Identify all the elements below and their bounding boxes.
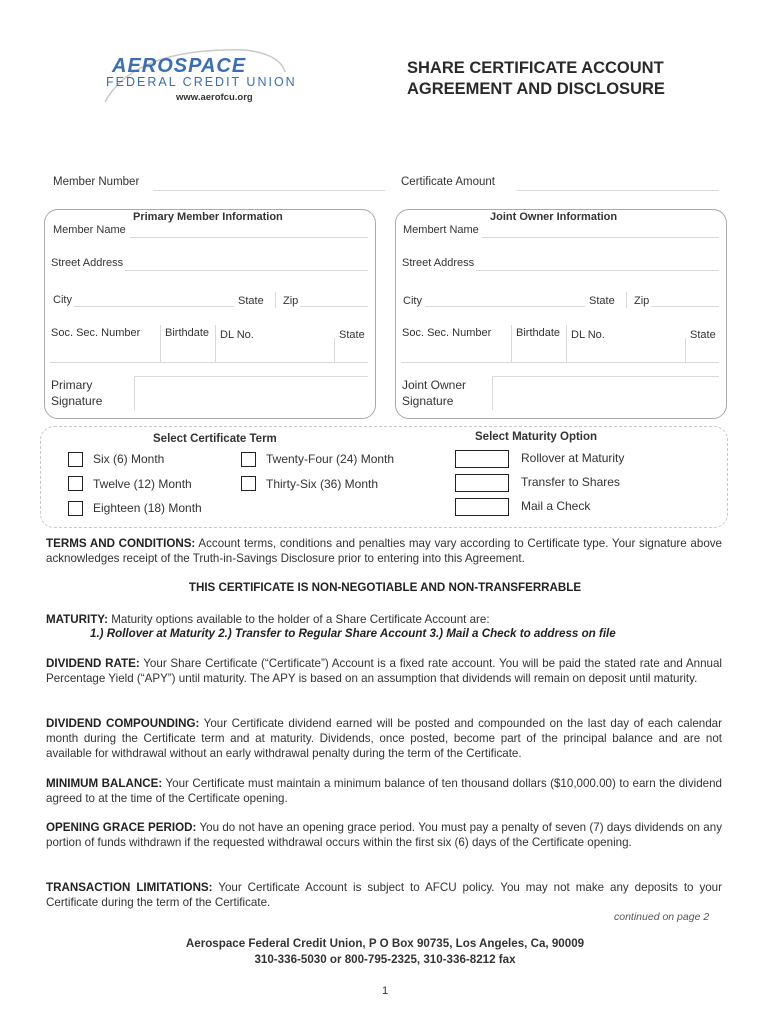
maturity-option-mail: Mail a Check	[521, 499, 591, 513]
dividend-rate-text: Your Share Certificate (“Certificate”) Account is a fixed rate account. You will be paid the stated rate and Annual Percentage Yield (“APY”) until maturity. The APY is based on an assumption that dividends will remain on deposit until maturity.	[46, 657, 723, 685]
city-field[interactable]	[74, 306, 234, 307]
joint-signature-label	[402, 377, 466, 409]
term-checkbox-12[interactable]	[68, 476, 83, 491]
term-checkbox-6[interactable]	[68, 452, 83, 467]
transaction-limits-text: Your Certificate Account is subject to AFCU policy. You may not make any deposits to your Certificate during the term of the Certificate.	[46, 881, 722, 909]
term-heading: Select Certificate Term	[153, 433, 277, 445]
signature-label-line: Signature	[51, 394, 103, 408]
maturity-option-rollover: Rollover at Maturity	[521, 451, 625, 465]
joint-street-address-label: Street Address	[402, 257, 475, 269]
divider	[685, 338, 686, 363]
terms-text: Account terms, conditions and penalties may vary according to Certificate type. Your signature above acknowledges receipt of the Truth-in-Savings Disclosure prior to entering into this Agreement.	[46, 537, 723, 565]
transaction-limits-paragraph	[46, 880, 722, 910]
divider	[626, 292, 627, 308]
term-option-36: Thirty-Six (36) Month	[266, 477, 379, 491]
joint-city-field[interactable]	[425, 306, 585, 307]
document-title	[407, 58, 665, 100]
member-name-label: Member Name	[53, 224, 126, 236]
term-option-18: Eighteen (18) Month	[93, 501, 202, 515]
joint-zip-field[interactable]	[651, 306, 719, 307]
ssn-label: Soc. Sec. Number	[51, 327, 141, 339]
primary-panel-heading: Primary Member Information	[133, 211, 283, 223]
divider	[334, 338, 335, 363]
id-fields-line[interactable]	[50, 362, 368, 363]
footer-address: Aerospace Federal Credit Union, P O Box 90735, Los Angeles, Ca, 90009	[185, 937, 585, 950]
divider	[511, 325, 512, 363]
joint-panel-heading: Joint Owner Information	[490, 211, 618, 223]
joint-dl-state-label: State	[690, 329, 716, 341]
dividend-rate-paragraph	[46, 656, 722, 686]
logo-name: AEROSPACE	[112, 55, 247, 77]
member-number-field[interactable]	[153, 190, 385, 191]
min-balance-text: Your Certificate must maintain a minimum balance of ten thousand dollars ($10,000.00) to earn the dividend agreed to at the time of the Certificate opening.	[46, 777, 722, 805]
compounding-heading: DIVIDEND COMPOUNDING:	[46, 717, 200, 730]
signature-label-line: Signature	[402, 394, 454, 408]
street-address-label: Street Address	[51, 257, 124, 269]
joint-city-label: City	[403, 295, 422, 307]
maturity-box-rollover[interactable]	[455, 450, 509, 468]
divider	[492, 376, 493, 410]
divider	[275, 292, 276, 308]
logo-subtitle: FEDERAL CREDIT UNION	[106, 75, 297, 89]
dl-no-label: DL No.	[220, 329, 254, 341]
min-balance-heading: MINIMUM BALANCE:	[46, 777, 163, 790]
title-line-1: SHARE CERTIFICATE ACCOUNT	[407, 59, 664, 77]
signature-label-line: Primary	[51, 378, 93, 392]
min-balance-paragraph	[46, 776, 722, 806]
joint-id-fields-line[interactable]	[401, 362, 719, 363]
certificate-amount-label: Certificate Amount	[401, 176, 495, 188]
dividend-rate-heading: DIVIDEND RATE:	[46, 657, 140, 670]
term-checkbox-36[interactable]	[241, 476, 256, 491]
page-number: 1	[381, 985, 389, 997]
compounding-paragraph	[46, 716, 722, 761]
primary-signature-label	[51, 377, 102, 409]
maturity-paragraph	[46, 612, 722, 627]
maturity-box-transfer[interactable]	[455, 474, 509, 492]
continued-note: continued on page 2	[614, 911, 710, 923]
non-negotiable-notice: THIS CERTIFICATE IS NON-NEGOTIABLE AND NON-TRANSFERRABLE	[188, 581, 582, 594]
joint-member-name-field[interactable]	[482, 237, 719, 238]
compounding-text: Your Certificate dividend earned will be posted and compounded on the last day of each calendar month during the Certificate term and at maturity. Dividends, once posted, become part of the principal balance and are not available for withdrawal without an early withdrawal penalty during the term of the Certificate.	[46, 717, 722, 760]
joint-member-name-label: Membert Name	[403, 224, 479, 236]
maturity-options-list: 1.) Rollover at Maturity 2.) Transfer to Regular Share Account 3.) Mail a Check to address on file	[90, 627, 616, 640]
maturity-heading: Select Maturity Option	[475, 431, 598, 443]
grace-period-paragraph	[46, 820, 722, 850]
member-number-label: Member Number	[53, 176, 140, 188]
joint-ssn-label: Soc. Sec. Number	[402, 327, 492, 339]
joint-state-label: State	[589, 295, 615, 307]
street-address-field[interactable]	[125, 270, 368, 271]
joint-zip-label: Zip	[634, 295, 650, 307]
term-checkbox-18[interactable]	[68, 501, 83, 516]
divider	[566, 325, 567, 363]
zip-field[interactable]	[300, 306, 368, 307]
joint-signature-field[interactable]	[492, 376, 719, 377]
footer-phone: 310-336-5030 or 800-795-2325, 310-336-8212 fax	[254, 953, 516, 966]
term-option-24: Twenty-Four (24) Month	[266, 452, 395, 466]
maturity-option-transfer: Transfer to Shares	[521, 475, 620, 489]
state-label: State	[238, 295, 264, 307]
term-checkbox-24[interactable]	[241, 452, 256, 467]
divider	[160, 325, 161, 363]
maturity-box-mail[interactable]	[455, 498, 509, 516]
signature-label-line: Joint Owner	[402, 378, 467, 392]
terms-paragraph	[46, 536, 722, 566]
city-label: City	[53, 294, 72, 306]
divider	[134, 376, 135, 410]
joint-street-address-field[interactable]	[476, 270, 719, 271]
term-option-6: Six (6) Month	[93, 452, 165, 466]
maturity-heading-text: MATURITY:	[46, 613, 109, 626]
logo-url: www.aerofcu.org	[176, 92, 253, 103]
divider	[215, 325, 216, 363]
maturity-text: Maturity options available to the holder of a Share Certificate Account are:	[108, 613, 490, 626]
title-line-2: AGREEMENT AND DISCLOSURE	[407, 80, 665, 98]
certificate-amount-field[interactable]	[517, 190, 719, 191]
primary-signature-field[interactable]	[134, 376, 368, 377]
terms-heading: TERMS AND CONDITIONS:	[46, 537, 196, 550]
grace-period-text: You do not have an opening grace period. You must pay a penalty of seven (7) days dividends on any portion of funds withdrawn if the requested withdrawal occurs within the first six (6) days of the Certificate opening.	[46, 821, 722, 849]
joint-dl-no-label: DL No.	[571, 329, 605, 341]
zip-label: Zip	[283, 295, 299, 307]
grace-period-heading: OPENING GRACE PERIOD:	[46, 821, 197, 834]
joint-birthdate-label: Birthdate	[516, 327, 561, 339]
birthdate-label: Birthdate	[165, 327, 210, 339]
member-name-field[interactable]	[130, 237, 368, 238]
transaction-limits-heading: TRANSACTION LIMITATIONS:	[46, 881, 213, 894]
dl-state-label: State	[339, 329, 365, 341]
term-option-12: Twelve (12) Month	[93, 477, 192, 491]
